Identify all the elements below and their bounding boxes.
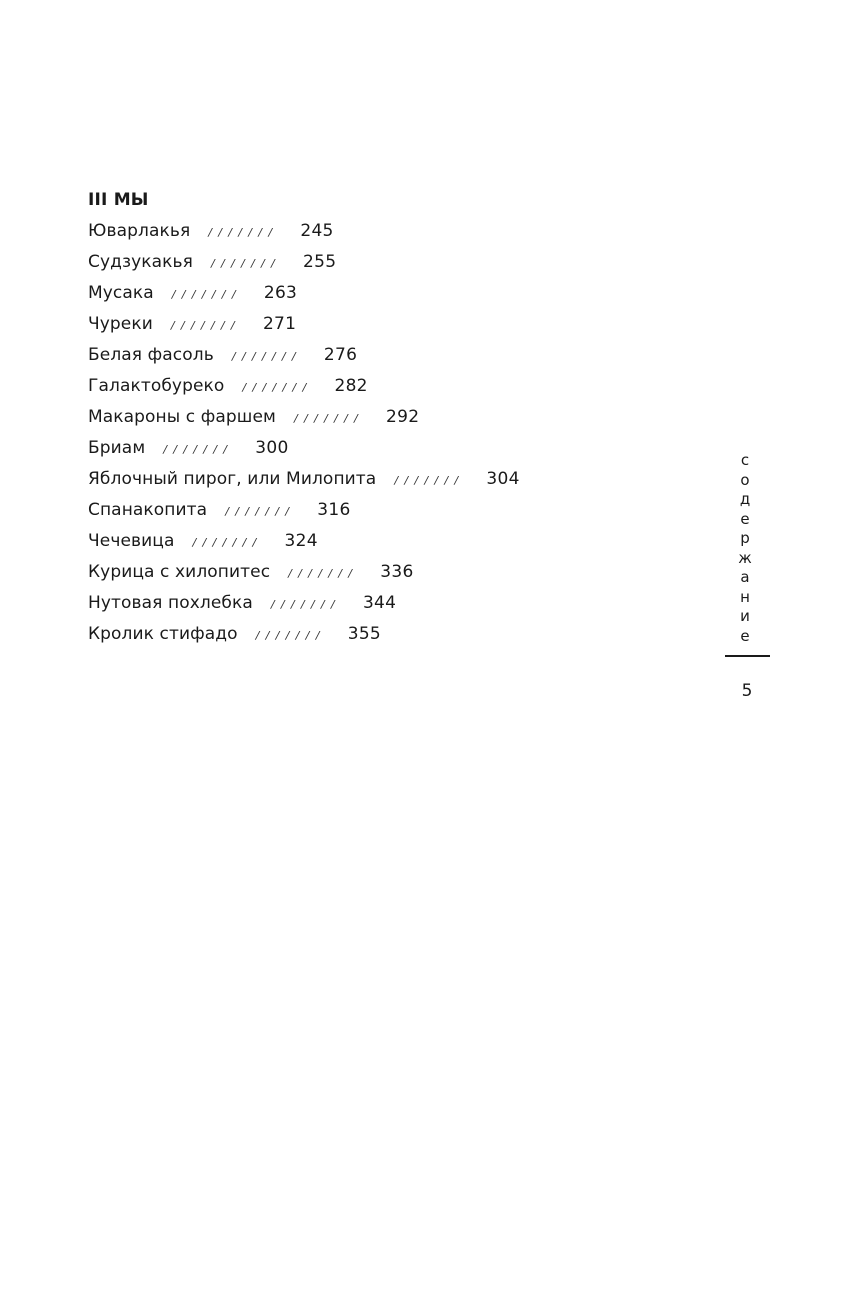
entry-title: Нутовая похлебка (88, 593, 253, 613)
side-divider (725, 655, 770, 657)
entry-leader: /////// (210, 257, 282, 270)
entry-leader: /////// (293, 412, 364, 425)
side-label-letter: е (740, 626, 750, 645)
toc-entry[interactable] (88, 373, 688, 404)
entry-title: Бриам (88, 438, 146, 458)
side-label-letter: д (739, 490, 751, 508)
side-label-letter: и (740, 607, 750, 625)
entry-leader: /////// (225, 505, 296, 518)
toc-entry[interactable] (88, 404, 688, 435)
entry-leader: /////// (242, 381, 313, 394)
table-of-contents (88, 187, 688, 652)
entry-title: Макароны с фаршем (88, 407, 276, 427)
entry-page-number: 271 (262, 314, 297, 334)
entry-page-number: 276 (323, 345, 358, 365)
entry-title: Чуреки (88, 314, 153, 334)
side-label-letter: р (740, 529, 750, 547)
entry-page-number: 292 (385, 407, 420, 427)
entry-title: Судзукакья (88, 252, 193, 272)
toc-entry[interactable] (88, 280, 688, 311)
toc-entry[interactable] (88, 249, 688, 280)
entry-title: Курица с хилопитес (88, 562, 271, 582)
entry-leader: /////// (270, 598, 341, 611)
side-section-label (730, 453, 760, 648)
toc-entry[interactable] (88, 342, 688, 373)
entry-leader: /////// (288, 567, 359, 580)
side-label-letter: а (740, 568, 750, 586)
toc-entry[interactable] (88, 466, 688, 497)
entry-page-number: 316 (317, 500, 351, 520)
entry-title: Галактобуреко (88, 376, 225, 396)
entry-title: Мусака (88, 283, 154, 303)
entry-page-number: 263 (263, 283, 298, 303)
entry-title: Спанакопита (88, 500, 208, 520)
entry-title: Кролик стифадо (88, 624, 238, 644)
toc-entry[interactable] (88, 218, 688, 249)
toc-entry[interactable] (88, 497, 688, 528)
entry-page-number: 336 (380, 562, 414, 582)
side-label-letter: с (740, 451, 750, 469)
entry-title: Юварлакья (88, 221, 191, 241)
entry-title: Чечевица (88, 531, 175, 551)
toc-entry[interactable] (88, 311, 688, 342)
entry-leader: /////// (192, 536, 263, 549)
toc-entry[interactable] (88, 621, 688, 652)
side-label-letter: н (740, 587, 750, 606)
entry-leader: /////// (163, 443, 234, 456)
entry-title: Яблочный пирог, или Милопита (88, 469, 377, 489)
entry-leader: /////// (394, 474, 465, 487)
toc-entry[interactable] (88, 435, 688, 466)
toc-entry[interactable] (88, 590, 688, 621)
entry-page-number: 344 (362, 593, 397, 613)
section-title: III МЫ (88, 190, 149, 210)
toc-entry[interactable] (88, 528, 688, 559)
entry-leader: /////// (255, 629, 326, 642)
entry-page-number: 304 (486, 469, 520, 489)
entry-leader: /////// (231, 350, 302, 363)
entry-leader: /////// (171, 288, 242, 301)
side-label-letter: е (740, 509, 750, 528)
entry-page-number: 245 (300, 221, 334, 241)
toc-entry[interactable] (88, 559, 688, 590)
toc-list (88, 218, 688, 652)
entry-page-number: 355 (347, 624, 382, 644)
entry-leader: /////// (170, 319, 241, 332)
entry-title: Белая фасоль (88, 345, 214, 365)
entry-leader: /////// (208, 226, 279, 239)
page-number: 5 (741, 681, 753, 701)
side-label-letter: ж (738, 548, 752, 567)
entry-page-number: 255 (303, 252, 337, 272)
entry-page-number: 324 (284, 531, 318, 551)
side-label-letter: о (740, 470, 750, 489)
entry-page-number: 282 (334, 376, 368, 396)
entry-page-number: 300 (255, 438, 289, 458)
